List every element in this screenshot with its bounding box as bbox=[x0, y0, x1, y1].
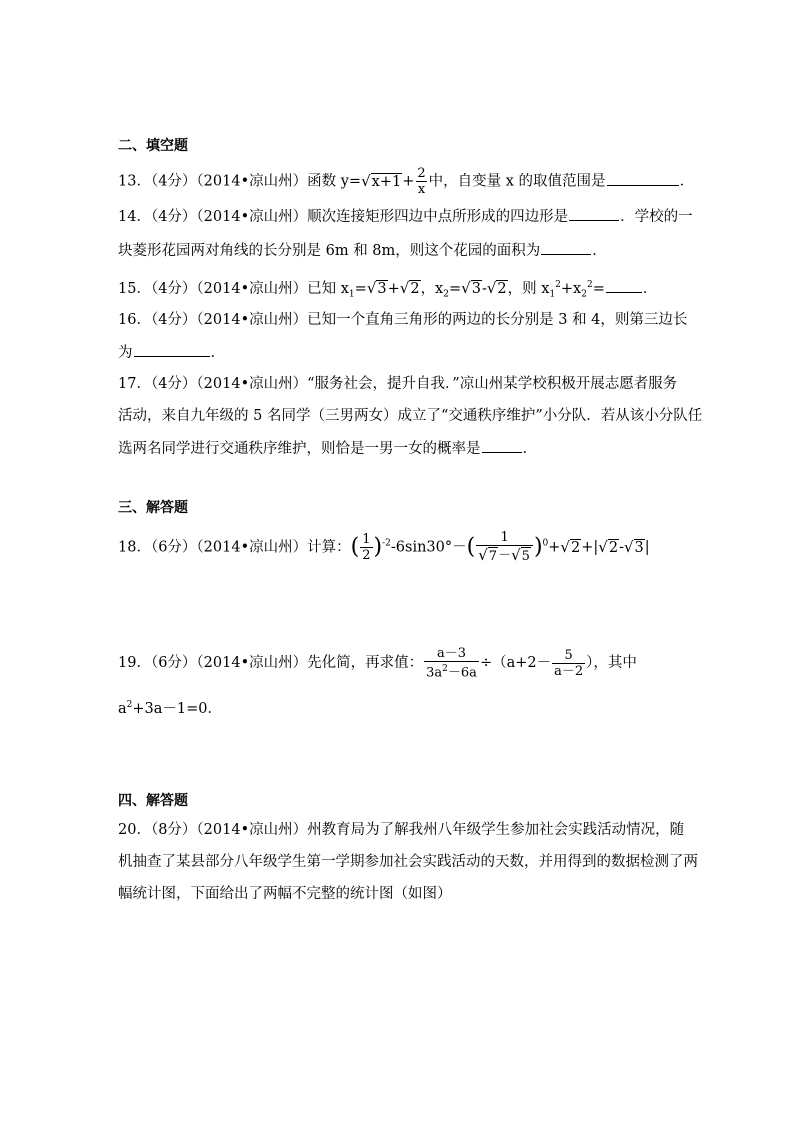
q13-prefix: 13．（4分）（2014•凉山州）函数 y= bbox=[118, 173, 362, 190]
section-heading-solve-1: 三、解答题 bbox=[118, 500, 188, 516]
q19-fraction-1: $\frac{a-3}{3a^2-6a}$ bbox=[426, 646, 477, 681]
question-17-line-3: 选两名同学进行交通秩序维护，则恰是一男一女的概率是 ． bbox=[118, 438, 537, 459]
question-14-line-1: 14．（4分）（2014•凉山州）顺次连接矩形四边中点所形成的四边形是 ．学校的一 bbox=[118, 206, 693, 227]
question-15: 15．（4分）（2014•凉山州）已知 $x_1=$ √ 3 + √ 2 ，$x_2=$ √ 3 - √ 2 ，则 $x_1^2+x_2^2=$ ． bbox=[118, 279, 658, 300]
question-20-line-2: 机抽查了某县部分八年级学生第一学期参加社会实践活动的天数，并用得到的数据检测了两 bbox=[118, 854, 698, 870]
question-17-line-1: 17．（4分）（2014•凉山州）“服务社会，提升自我．”凉山州某学校积极开展志愿者服务 bbox=[118, 376, 678, 392]
section-heading-solve-2: 四、解答题 bbox=[118, 793, 188, 809]
question-17-line-2: 活动，来自九年级的 5 名同学（三男两女）成立了“交通秩序维护”小分队．若从该小分队任 bbox=[118, 408, 703, 424]
answer-blank bbox=[607, 171, 679, 186]
question-16-line-2: 为 ． bbox=[118, 342, 225, 363]
question-18: 18．（6分）（2014•凉山州）计算：( $\frac{1}{2}$ )$^{-2}$-6sin30°－( 1 √ 7 － √ 5 )$^0$+ √ 2 +| √ 2 - √ 3 | bbox=[118, 530, 650, 564]
answer-blank bbox=[541, 240, 591, 255]
question-20-line-3: 幅统计图，下面给出了两幅不完整的统计图（如图） bbox=[118, 886, 452, 902]
answer-blank bbox=[569, 206, 619, 221]
question-20-line-1: 20．（8分）（2014•凉山州）州教育局为了解我州八年级学生参加社会实践活动情况，随 bbox=[118, 822, 685, 838]
question-19-condition: $a^2+3a-1=0$． bbox=[118, 700, 223, 717]
q18-root-fraction: 1 √ 7 － √ 5 bbox=[476, 530, 533, 565]
answer-blank bbox=[606, 278, 642, 293]
question-13: 13．（4分）（2014•凉山州）函数 y= √ x+1 + $\frac{2}{x}$ 中，自变量 x 的取值范围是 ． bbox=[118, 166, 695, 197]
q19-fraction-2: $\frac{5}{a-2}$ bbox=[554, 647, 584, 679]
q18-half-fraction: $\frac{1}{2}$ bbox=[362, 532, 371, 563]
section-heading-fill-in: 二、填空题 bbox=[118, 138, 188, 154]
answer-blank bbox=[482, 438, 522, 453]
question-16-line-1: 16．（4分）（2014•凉山州）已知一个直角三角形的两边的长分别是 3 和 4，则第三边长 bbox=[118, 312, 688, 328]
question-14-line-2: 块菱形花园两对角线的长分别是 6m 和 8m，则这个花园的面积为 ． bbox=[118, 240, 607, 261]
question-19: 19．（6分）（2014•凉山州）先化简，再求值： $\frac{a-3}{3a^2-6a}$ ÷（a+2－ $\frac{5}{a-2}$ ），其中 bbox=[118, 646, 637, 681]
q13-sqrt: √ x+1 bbox=[361, 172, 402, 190]
answer-blank bbox=[134, 342, 210, 357]
q13-fraction: $\frac{2}{x}$ bbox=[417, 166, 426, 197]
